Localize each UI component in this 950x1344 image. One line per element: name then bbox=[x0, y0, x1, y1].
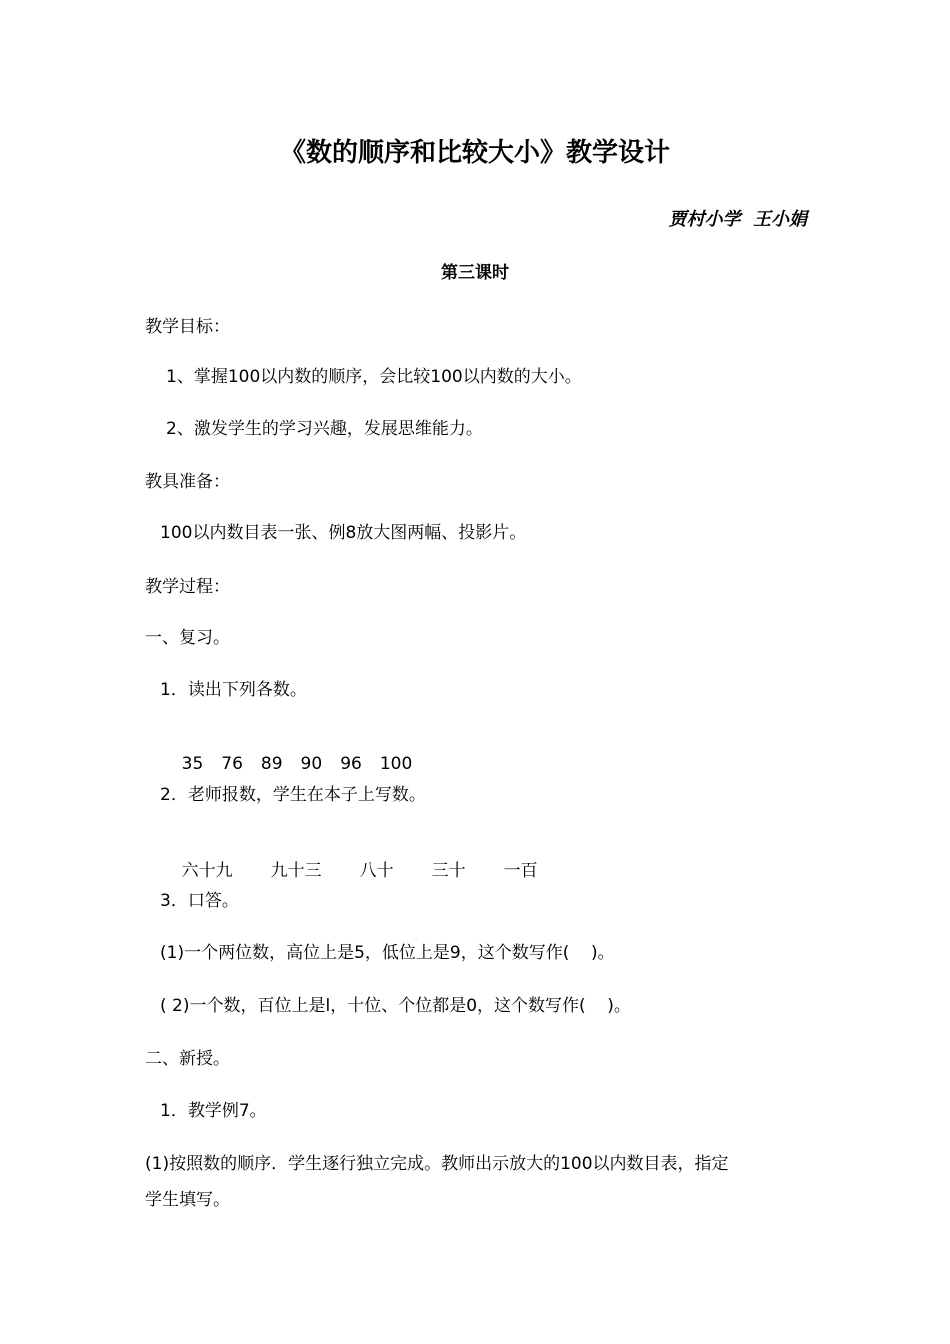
objectives-heading: 教学目标： bbox=[145, 317, 230, 337]
tools-text: 100以内数目表一张、例8放大图两幅、投影片。 bbox=[160, 523, 527, 543]
review-word: 九十三 bbox=[270, 861, 322, 881]
tools-heading: 教具准备： bbox=[145, 472, 230, 492]
section-new-heading: 二、新授。 bbox=[145, 1049, 230, 1069]
question-2: ( 2)一个数，百位上是l，十位、个位都是0，这个数写作( )。 bbox=[160, 996, 631, 1016]
review-number: 76 bbox=[221, 754, 243, 774]
new-item-1-detail-line-1: (1)按照数的顺序．学生逐行独立完成。教师出示放大的100以内数目表，指定 bbox=[145, 1154, 729, 1174]
review-word: 一百 bbox=[503, 861, 538, 881]
review-number: 89 bbox=[260, 754, 283, 774]
section-review-heading: 一、复习。 bbox=[145, 628, 230, 648]
review-word: 三十 bbox=[431, 861, 466, 881]
review-number: 90 bbox=[300, 754, 323, 774]
author-line: 贾村小学 王小娟 bbox=[668, 209, 807, 230]
review-item-2: 2．老师报数，学生在本子上写数。 bbox=[160, 785, 426, 805]
review-number: 100 bbox=[379, 754, 413, 774]
new-item-1-detail-line-2: 学生填写。 bbox=[145, 1190, 230, 1210]
new-item-1: 1．教学例7。 bbox=[160, 1101, 267, 1121]
review-word: 八十 bbox=[359, 861, 394, 881]
question-1: (1)一个两位数，高位上是5，低位上是9，这个数写作( )。 bbox=[160, 943, 615, 963]
review-item-1: 1．读出下列各数。 bbox=[160, 680, 307, 700]
review-number: 35 bbox=[181, 754, 204, 774]
process-heading: 教学过程： bbox=[145, 577, 230, 597]
review-item-3: 3．口答。 bbox=[160, 891, 239, 911]
review-number: 96 bbox=[340, 754, 362, 774]
lesson-heading: 第三课时 bbox=[441, 263, 509, 283]
document-title: 《数的顺序和比较大小》教学设计 bbox=[279, 138, 670, 168]
objective-1: 1、掌握100以内数的顺序，会比较100以内数的大小。 bbox=[166, 367, 582, 387]
objective-2: 2、激发学生的学习兴趣，发展思维能力。 bbox=[166, 419, 483, 439]
review-word: 六十九 bbox=[181, 861, 233, 881]
